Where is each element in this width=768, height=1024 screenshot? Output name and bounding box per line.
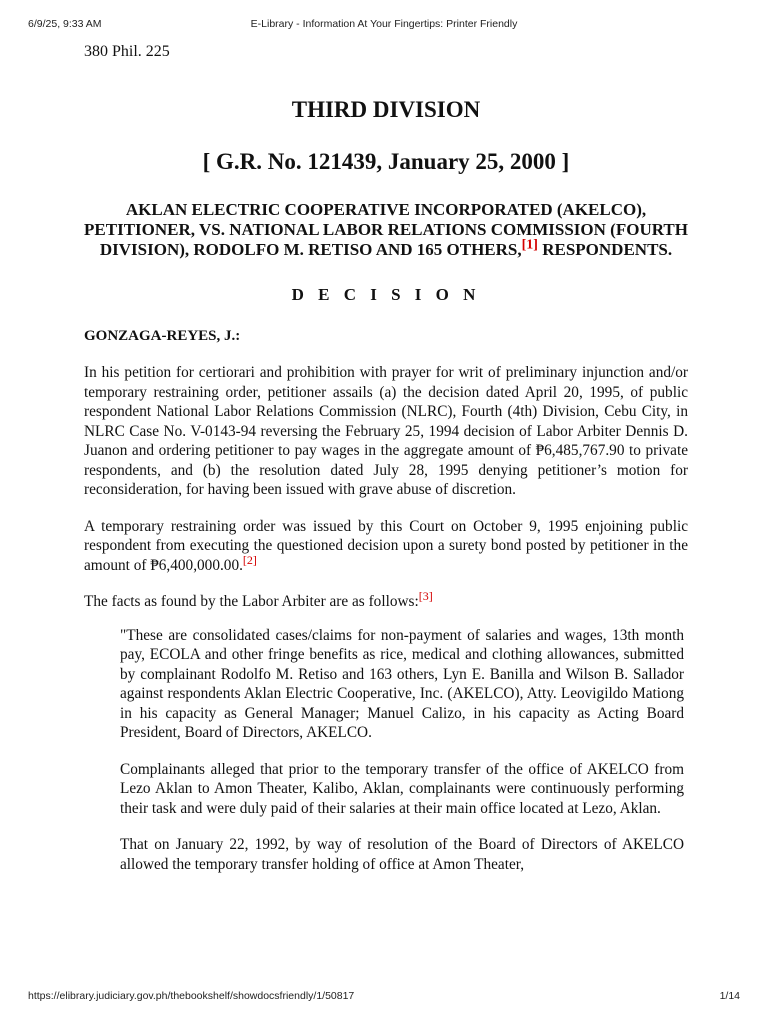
footnote-link-2[interactable]: [2] xyxy=(242,552,257,567)
decision-heading: D E C I S I O N xyxy=(291,285,481,304)
ponente: GONZAGA-REYES, J.: xyxy=(84,328,241,344)
division-heading: THIRD DIVISION xyxy=(291,97,481,122)
paragraph-1: In his petition for certiorari and prohibition with prayer for writ of preliminary injunction and/or temporary restraining order, petitioner assails (a) the decision dated April 20, 1995, of public respondent National Labor Relations Commission (NLRC), Fourth (4th) Division, Cebu City, in NLRC Case No. V-0143-94 reversing the February 25, 1994 decision of Labor Arbiter Dennis D. Juanon and ordering petitioner to pay wages in the aggregate amount of ₱6,485,767.90 to private respondents, and (b) the resolution dated July 28, 1995 denying petitioner’s motion for reconsideration, for having been issued with grave abuse of discretion. xyxy=(84,364,688,498)
footnote-link-1[interactable]: [1] xyxy=(521,237,538,253)
case-title-end: RESPONDENTS. xyxy=(537,240,673,259)
case-title-text: AKLAN ELECTRIC COOPERATIVE INCORPORATED (AKELCO), PETITIONER, VS. NATIONAL LABOR RELATIONS COMMISSION (FOURTH DIVISION), RODOLFO M. RETISO AND 165 OTHERS, xyxy=(84,200,688,259)
block-quote xyxy=(120,626,684,875)
footnote-link-3[interactable]: [3] xyxy=(418,588,433,603)
quote-paragraph-3: That on January 22, 1992, by way of resolution of the Board of Directors of AKELCO allowed the temporary transfer holding of office at Amon Theater, xyxy=(120,836,684,873)
paragraph-3 xyxy=(84,588,688,612)
paragraph-3-text: The facts as found by the Labor Arbiter are as follows: xyxy=(84,593,419,610)
print-footer xyxy=(28,990,740,1004)
page-number: 1/14 xyxy=(719,990,740,1002)
print-page-title: E-Library - Information At Your Fingertips: Printer Friendly xyxy=(250,18,518,30)
quote-paragraph-2: Complainants alleged that prior to the temporary transfer of the office of AKELCO from Lezo Aklan to Amon Theater, Kalibo, Aklan, complainants were continuously performing their task and were duly paid of their salaries at their main office located at Lezo, Aklan. xyxy=(120,760,684,817)
gr-number-heading: [ G.R. No. 121439, January 25, 2000 ] xyxy=(202,149,570,174)
print-timestamp: 6/9/25, 9:33 AM xyxy=(28,18,102,30)
paragraph-2-text: A temporary restraining order was issued by this Court on October 9, 1995 enjoining public respondent from executing the questioned decision upon a surety bond posted by petitioner in the amount of ₱6,400,000.00. xyxy=(84,517,688,574)
document-body xyxy=(84,40,688,891)
print-header xyxy=(28,18,740,32)
quote-paragraph-1: "These are consolidated cases/claims for non-payment of salaries and wages, 13th month pay, ECOLA and other fringe benefits as rice, medical and clothing allowances, submitted by complainant Rodolfo M. Retiso and 163 others, Lyn E. Banilla and Wilson B. Sallador against respondents Aklan Electric Cooperative, Inc. (AKELCO), Atty. Leovigildo Mationg in his capacity as General Manager; Manuel Calizo, in his capacity as Acting Board President, Board of Directors, AKELCO. xyxy=(120,626,684,741)
print-url: https://elibrary.judiciary.gov.ph/thebookshelf/showdocsfriendly/1/50817 xyxy=(28,990,355,1002)
paragraph-2 xyxy=(84,517,688,576)
citation: 380 Phil. 225 xyxy=(84,43,170,60)
case-title xyxy=(84,200,688,260)
